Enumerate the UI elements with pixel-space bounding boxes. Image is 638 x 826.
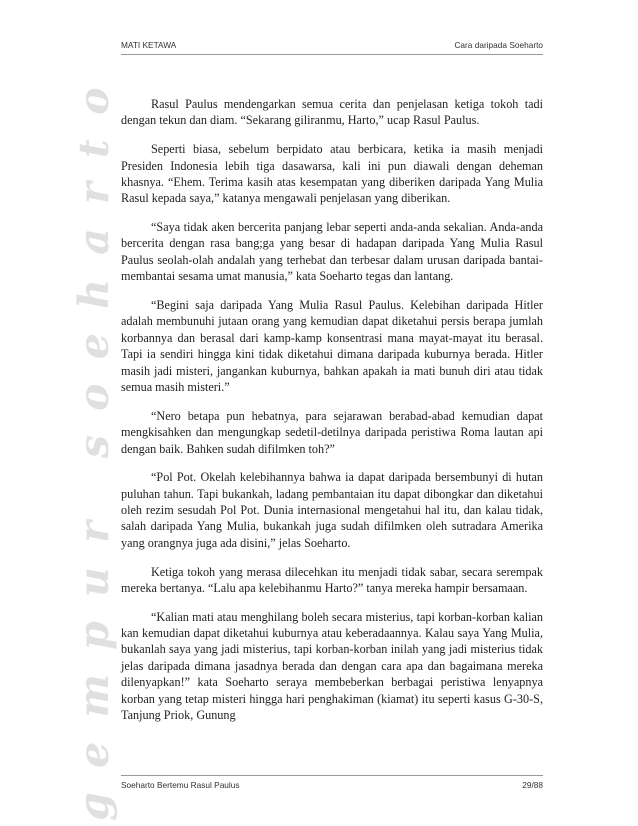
body-text [121,96,543,736]
paragraph: “Begini saja daripada Yang Mulia Rasul Paulus. Kelebihan daripada Hitler adalah membunuhi jutaan orang yang kemudian dapat diketahui persis berapa jumlah korbannya dan berasal dari kamp-kamp konsentrasi mana mayat-mayat itu berasal. Tapi ia sendiri hingga kini tidak diketahui dimana daripada kuburnya berada. Hitler masih jadi misteri, jangankan kuburnya, bahkan apakah ia mati bunuh diri atau tidak semua masih misteri.” [121,297,543,394]
footer-story-title: Soeharto Bertemu Rasul Paulus [121,780,240,790]
header-chapter-title: Cara daripada Soeharto [454,40,543,50]
paragraph: “Kalian mati atau menghilang boleh secara misterius, tapi korban-korban kalian kan kemudian dapat diketahui kuburnya atau keberadaannya. Kalau saya Yang Mulia, bukanlah saya yang jadi misterius, tapi korban-korban inilah yang jadi misterius tidak jelas daripada dimana jasadnya berada dan dengan cara apa dan bagaimana mereka dilenyapkan!” kata Soeharto seraya membeberkan berbagai peristiwa lenyapnya korban yang tetap misteri hingga hari penghakiman (kiamat) itu seperti kasus G-30-S, Tanjung Priok, Gunung [121,609,543,723]
paragraph: Rasul Paulus mendengarkan semua cerita dan penjelasan ketiga tokoh tadi dengan tekun dan diam. “Sekarang giliranmu, Harto,” ucap Rasul Paulus. [121,97,543,128]
header-book-title: MATI KETAWA [121,40,177,50]
paragraph: Seperti biasa, sebelum berpidato atau berbicara, ketika ia masih menjadi Presiden Indonesia lebih tiga dasawarsa, kali ini pun diawali dengan deheman khasnya. “Ehem. Terima kasih atas kesempatan yang diberiken daripada Yang Mulia Rasul kepada saya,” katanya mengawali penjelasan yang diberikan. [121,142,543,206]
page-number: 29/88 [522,780,543,790]
footer-divider [121,775,543,776]
sidebar-watermark-text: gempur soeharto [70,63,118,821]
paragraph: “Nero betapa pun hebatnya, para sejarawan berabad-abad kemudian dapat mengkisahken dan mengungkap sedetil-detilnya daripada peristiwa Roma lautan api dengan baik. Bahken sudah difilmken toh?” [121,408,543,456]
paragraph: “Pol Pot. Okelah kelebihannya bahwa ia dapat daripada bersembunyi di hutan puluhan tahun. Tapi bukankah, ladang pembantaian itu dapat dibongkar dan diketahui oleh rezim sesudah Pol Pot. Dunia internasional mengetahui hal itu, dan kalau tidak, salah daripada Yang Mulia, bukankah juga sudah difilmken oleh sutradara Amerika yang orangnya juga ada disini,” jelas Soeharto. [121,470,543,550]
paragraph: Ketiga tokoh yang merasa dilecehkan itu menjadi tidak sabar, secara serempak mereka bertanya. “Lalu apa kelebihanmu Harto?” tanya mereka hampir bersamaan. [121,564,543,595]
header-divider [121,54,543,55]
sidebar-watermark [70,63,118,821]
paragraph: “Saya tidak aken bercerita panjang lebar seperti anda-anda sekalian. Anda-anda bercerita dengan rasa bang;ga yang besar di hadapan daripada Yang Mulia Rasul Paulus seolah-olah andalah yang terhebat dan terbesar dalam urusan daripada bantai-membantai sesama umat manusia,” kata Soeharto tegas dan lantang. [121,220,543,284]
